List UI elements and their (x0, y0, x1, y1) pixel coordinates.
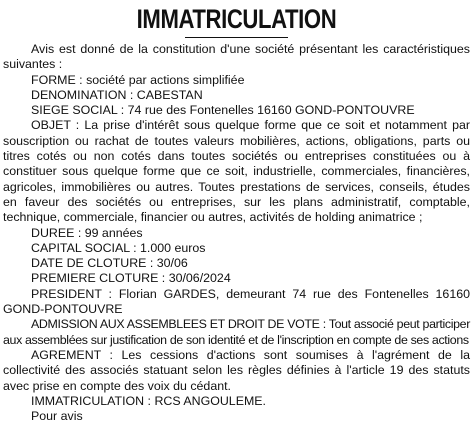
heading-underline (185, 37, 288, 38)
immatriculation-line: IMMATRICULATION : RCS ANGOULEME. (31, 393, 266, 408)
objet-paragraph: OBJET : La prise d'intérêt sous quelque forme que ce soit et notamment par souscription ou rachat de toutes valeurs mobilières, actions, obligations, parts ou titres cotés ou non cotés dans toutes sociétés ou entreprises constituées ou à constituer sous quelque forme que ce soit, industrielle, commerciales, financières, agricoles, immobilières ou autres. Toutes prestations de services, conseils, études en faveur des sociétés ou entreprises, sur les plans administratif, comptable, technique, commerciale, financier ou autres, activités de holding animatrice ; (3, 118, 470, 225)
premiere-cloture-line: PREMIERE CLOTURE : 30/06/2024 (31, 271, 231, 286)
duree-line: DUREE : 99 années (31, 225, 143, 240)
siege-social-line: SIEGE SOCIAL : 74 rue des Fontenelles 16160 GOND-PONTOUVRE (31, 103, 415, 118)
denomination-line: DENOMINATION : CABESTAN (31, 87, 203, 102)
president-paragraph: PRESIDENT : Florian GARDES, demeurant 74 rue des Fontenelles 16160 GOND-PONTOUVRE (3, 286, 470, 317)
admission-paragraph: ADMISSION AUX ASSEMBLEES ET DROIT DE VOTE : Tout associé peut participer aux assemblées sur justification de son identité et de l'inscription en compte de ses actions (3, 317, 470, 347)
notice-body (3, 42, 470, 424)
date-cloture-line: DATE DE CLOTURE : 30/06 (31, 256, 188, 271)
pour-avis-line: Pour avis (31, 409, 83, 424)
notice-heading: IMMATRICULATION (136, 4, 337, 34)
capital-social-line: CAPITAL SOCIAL : 1.000 euros (31, 240, 206, 255)
forme-line: FORME : société par actions simplifiée (31, 72, 245, 87)
agrement-paragraph: AGREMENT : Les cessions d'actions sont soumises à l'agrément de la collectivité des associés statuant selon les règles définies à l'article 19 des statuts avec prise en compte des voix du cédant. (3, 347, 470, 393)
intro-paragraph: Avis est donné de la constitution d'une société présentant les caractéristiques suivantes : (3, 42, 470, 72)
